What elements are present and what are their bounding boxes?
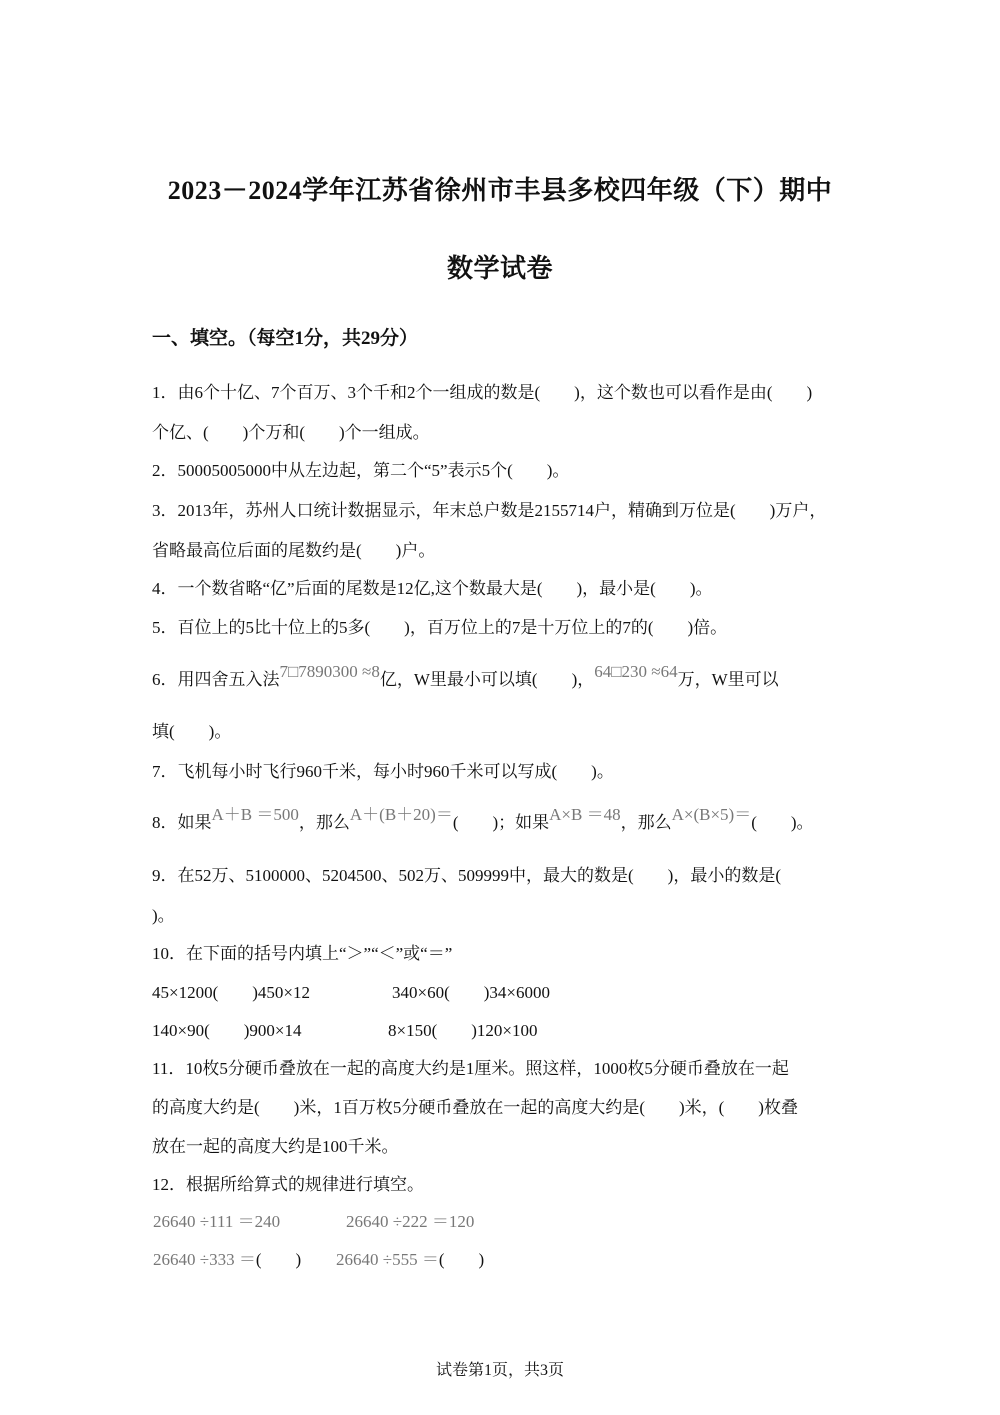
question-8	[152, 805, 814, 833]
exam-title-line2: 数学试卷	[446, 254, 553, 283]
q6-text-mid: 亿，W里最小可以填( )，	[379, 670, 595, 689]
question-7: 7．飞机每小时飞行960千米，每小时960千米可以写成( )。	[152, 762, 614, 781]
question-11-line2: 的高度大约是( )米，1百万枚5分硬币叠放在一起的高度大约是( )米，( )枚叠	[152, 1098, 798, 1117]
q10-row-2-right: 8×150( )120×100	[388, 1021, 538, 1040]
q8-expression-3: A×B ＝48	[549, 805, 621, 824]
section-heading-fill-blank: 一、填空。（每空1分，共29分）	[152, 328, 419, 349]
q10-row-2-left: 140×90( )900×14	[152, 1021, 302, 1040]
q12-expression: 26640 ÷222 ＝120	[346, 1212, 475, 1231]
question-2: 2．50005005000中从左边起，第二个“5”表示5个( )。	[152, 461, 570, 480]
question-1-line2: 个亿、( )个万和( )个一组成。	[152, 423, 430, 442]
q12-row-2-right	[336, 1245, 484, 1270]
q8-expression-1: A＋B ＝500	[211, 805, 299, 824]
q12-row-2-left	[153, 1245, 301, 1270]
page-footer: 试卷第1页，共3页	[435, 1362, 564, 1379]
q12-row-1-left	[153, 1207, 280, 1232]
question-12: 12．根据所给算式的规律进行填空。	[152, 1175, 424, 1194]
question-6-line2: 填( )。	[152, 722, 232, 741]
q8-text-3: ( )；如果	[452, 813, 550, 832]
q10-row-1-left: 45×1200( )450×12	[152, 983, 310, 1002]
q12-row-1-right	[346, 1207, 474, 1232]
question-6-line1	[152, 662, 779, 690]
q8-text-1: 8．如果	[152, 813, 212, 832]
question-1-line1: 1．由6个十亿、7个百万、3个千和2个一组成的数是( )，这个数也可以看作是由( )	[152, 383, 813, 402]
question-4: 4．一个数省略“亿”后面的尾数是12亿,这个数最大是( )，最小是( )。	[152, 579, 713, 598]
q12-expression: 26640 ÷111 ＝240	[153, 1212, 281, 1231]
question-3-line1: 3．2013年，苏州人口统计数据显示，年末总户数是2155714户，精确到万位是( )万户，	[152, 501, 827, 520]
question-9-line2: )。	[152, 906, 175, 925]
question-11-line3: 放在一起的高度大约是100千米。	[152, 1137, 399, 1156]
q10-row-1-right: 340×60( )34×6000	[392, 983, 550, 1002]
exam-title-line1: 2023－2024学年江苏省徐州市丰县多校四年级（下）期中	[167, 176, 833, 205]
q12-expression: 26640 ÷555 ＝	[336, 1250, 439, 1269]
q6-expression-1: 7□7890300 ≈8	[279, 662, 380, 681]
question-3-line2: 省略最高位后面的尾数约是( )户。	[152, 541, 436, 560]
q12-blank: ( )	[255, 1250, 302, 1269]
q6-expression-2: 64□230 ≈64	[594, 662, 678, 681]
q8-text-2: ，那么	[298, 813, 350, 832]
q8-expression-2: A＋(B＋20)＝	[349, 805, 453, 824]
question-10: 10．在下面的括号内填上“＞”“＜”或“＝”	[152, 944, 453, 963]
q6-text-pre: 6．用四舍五入法	[152, 670, 280, 689]
q8-text-4: ，那么	[620, 813, 672, 832]
question-11-line1: 11．10枚5分硬币叠放在一起的高度大约是1厘米。照这样，1000枚5分硬币叠放在一起	[152, 1059, 789, 1078]
q6-text-post: 万，W里可以	[677, 670, 779, 689]
q12-blank: ( )	[438, 1250, 485, 1269]
question-9-line1: 9．在52万、5100000、5204500、502万、509999中，最大的数是( )，最小的数是(	[152, 866, 781, 885]
q12-expression: 26640 ÷333 ＝	[153, 1250, 256, 1269]
q8-text-5: ( )。	[751, 813, 814, 832]
q8-expression-4: A×(B×5)＝	[671, 805, 752, 824]
question-5: 5．百位上的5比十位上的5多( )，百万位上的7是十万位上的7的( )倍。	[152, 618, 728, 637]
